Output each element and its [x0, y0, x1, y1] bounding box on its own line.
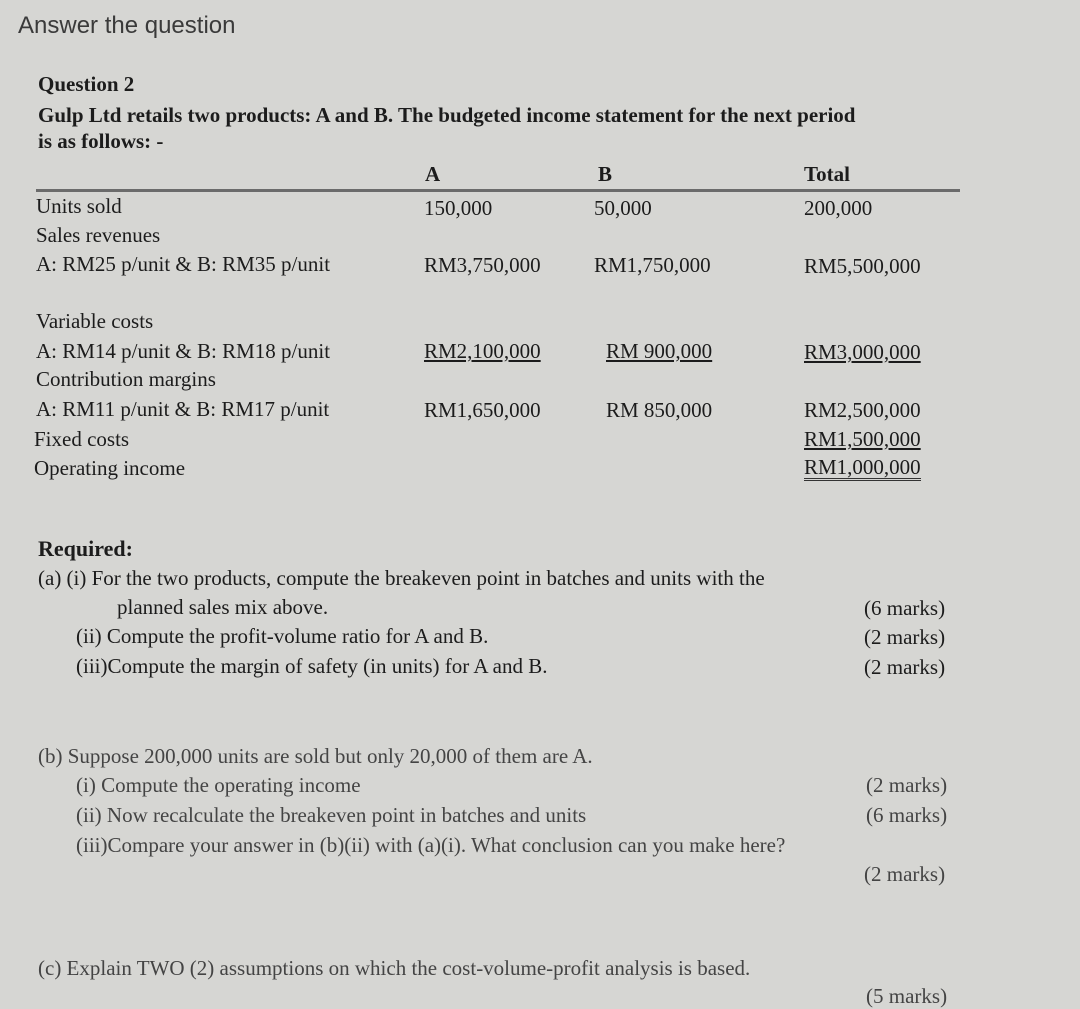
contribution-margins-sublabel: A: RM11 p/unit & B: RM17 p/unit	[36, 397, 330, 421]
header-rule	[36, 189, 960, 192]
contribution-margins-b: RM 850,000	[606, 398, 713, 422]
req-b-i: (i) Compute the operating income	[76, 773, 361, 797]
req-a-iii: (iii)Compute the margin of safety (in units) for A and B.	[76, 654, 548, 678]
req-c-text: (c) Explain TWO (2) assumptions on which the cost-volume-profit analysis is based.	[38, 956, 751, 980]
question-intro	[38, 102, 855, 154]
req-b-intro: (b) Suppose 200,000 units are sold but only 20,000 of them are A.	[38, 744, 593, 768]
sales-revenues-label: Sales revenues	[36, 223, 161, 247]
col-header-total: Total	[804, 162, 850, 186]
variable-costs-a: RM2,100,000	[424, 339, 541, 363]
page-header: Answer the question	[18, 12, 236, 39]
required-title: Required:	[38, 536, 133, 561]
variable-costs-label: Variable costs	[36, 309, 154, 333]
req-b-i-marks: (2 marks)	[866, 773, 948, 797]
col-header-b: B	[598, 162, 613, 186]
req-a-ii: (ii) Compute the profit-volume ratio for A and B.	[76, 624, 489, 648]
units-sold-a: 150,000	[424, 196, 493, 220]
contribution-margins-total: RM2,500,000	[804, 398, 921, 422]
question-intro-line2: is as follows: -	[38, 129, 164, 153]
units-sold-b: 50,000	[594, 196, 652, 220]
contribution-margins-label: Contribution margins	[36, 367, 216, 391]
fixed-costs-label: Fixed costs	[34, 427, 130, 451]
operating-income-label: Operating income	[34, 456, 186, 480]
req-c-marks: (5 marks)	[866, 984, 948, 1008]
req-a-i-line2: planned sales mix above.	[117, 595, 329, 619]
req-a-i-line1: (a) (i) For the two products, compute the breakeven point in batches and units with the	[38, 566, 765, 590]
variable-costs-b: RM 900,000	[606, 339, 713, 363]
sales-revenues-b: RM1,750,000	[594, 253, 711, 277]
operating-income-total: RM1,000,000	[804, 455, 921, 479]
req-a-i-marks: (6 marks)	[864, 596, 946, 620]
sales-revenues-a: RM3,750,000	[424, 253, 541, 277]
contribution-margins-a: RM1,650,000	[424, 398, 541, 422]
fixed-costs-total: RM1,500,000	[804, 427, 921, 451]
req-b-ii: (ii) Now recalculate the breakeven point in batches and units	[76, 803, 587, 827]
req-b-iii-marks: (2 marks)	[864, 862, 946, 886]
variable-costs-sublabel: A: RM14 p/unit & B: RM18 p/unit	[36, 339, 331, 363]
variable-costs-total: RM3,000,000	[804, 340, 921, 364]
units-sold-label: Units sold	[36, 194, 122, 218]
req-a-iii-marks: (2 marks)	[864, 655, 946, 679]
sales-revenues-total: RM5,500,000	[804, 254, 921, 278]
sales-revenues-sublabel: A: RM25 p/unit & B: RM35 p/unit	[36, 252, 331, 276]
req-a-ii-marks: (2 marks)	[864, 625, 946, 649]
req-b-iii: (iii)Compare your answer in (b)(ii) with (a)(i). What conclusion can you make here?	[76, 833, 786, 857]
units-sold-total: 200,000	[804, 196, 873, 220]
col-header-a: A	[425, 162, 441, 186]
question-title: Question 2	[38, 72, 135, 96]
question-intro-line1: Gulp Ltd retails two products: A and B. The budgeted income statement for the next period	[38, 103, 856, 127]
req-b-ii-marks: (6 marks)	[866, 803, 948, 827]
